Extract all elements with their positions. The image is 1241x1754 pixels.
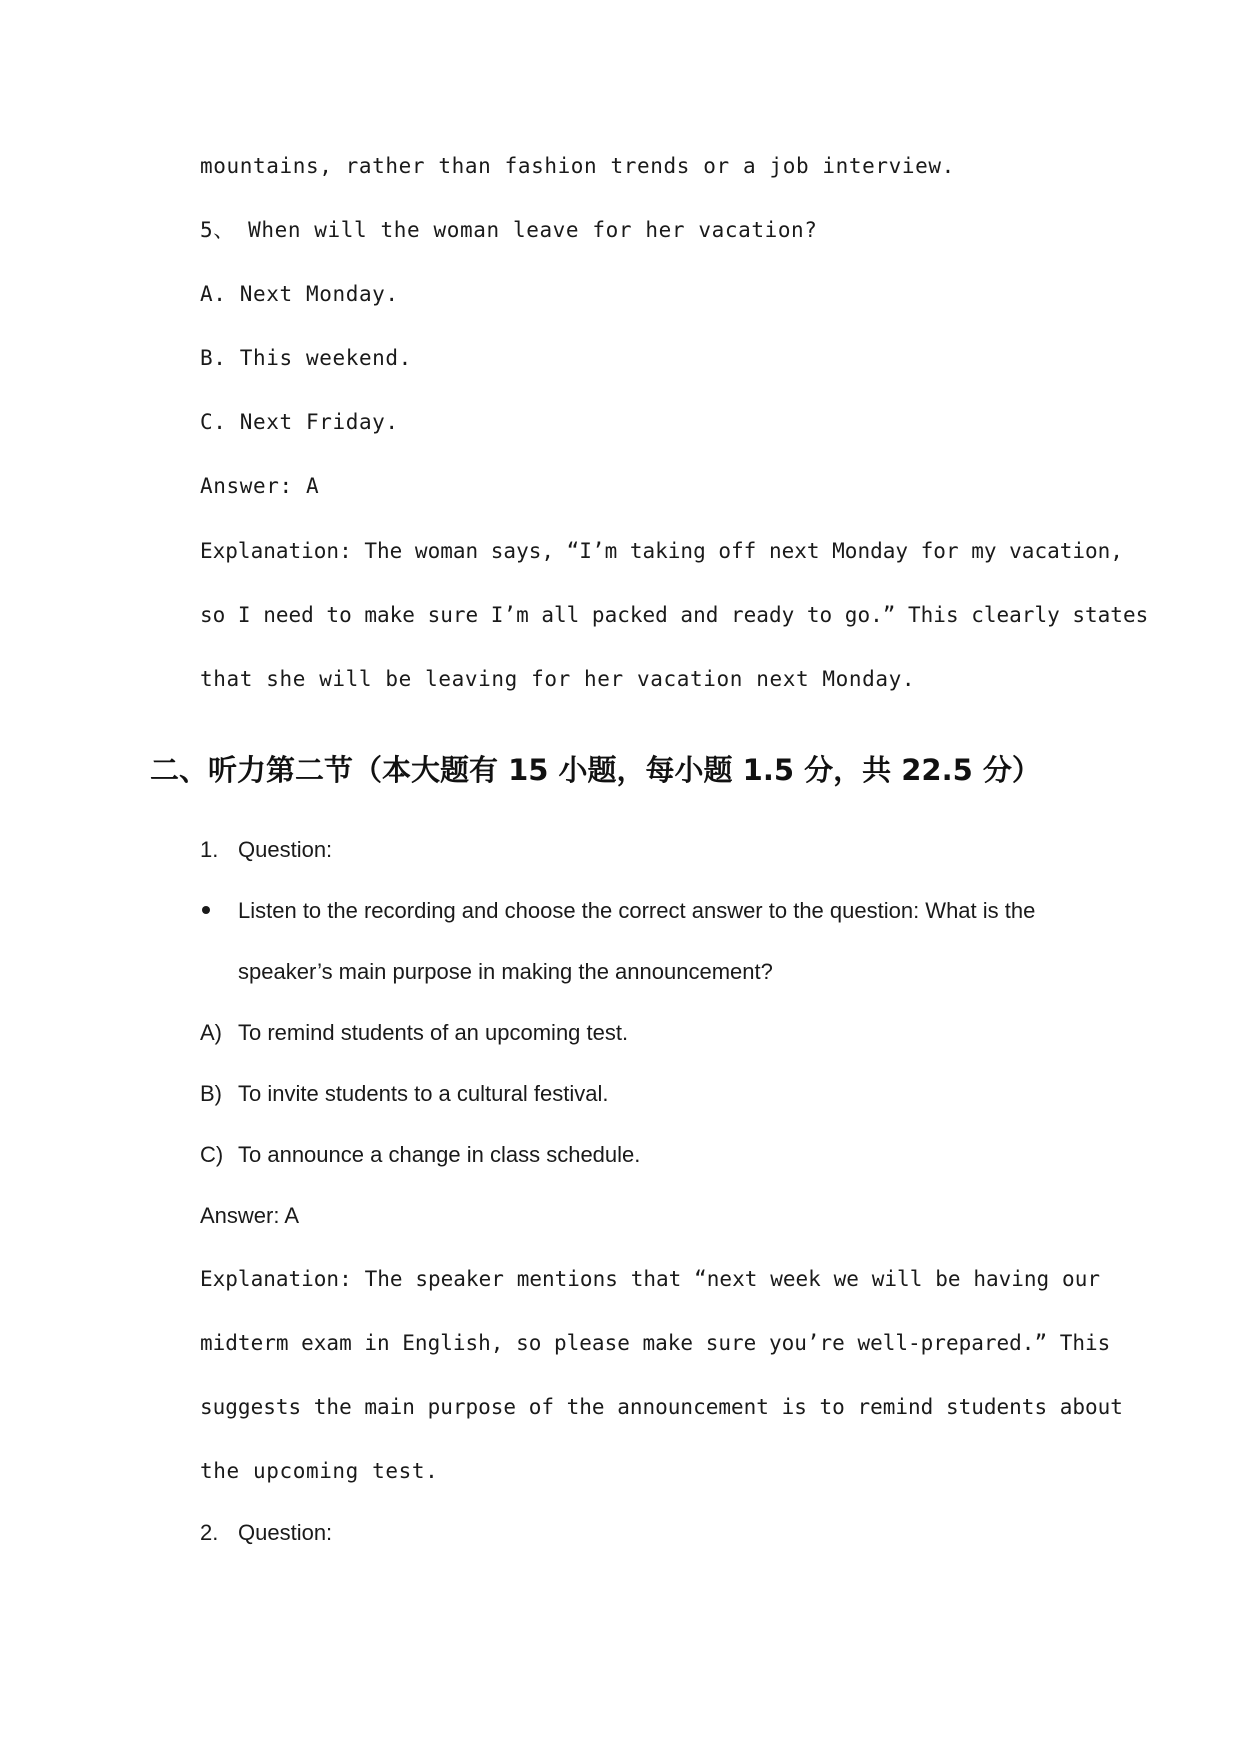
- explanation-line: that she will be leaving for her vacation next Monday.: [200, 667, 916, 691]
- question-5: [200, 216, 1100, 244]
- option-c: [200, 408, 1100, 436]
- question-text: When will the woman leave for her vacation?: [248, 218, 818, 242]
- option-label: A): [200, 1020, 222, 1045]
- option-text: To remind students of an upcoming test.: [238, 1020, 629, 1045]
- option-text: This weekend.: [239, 346, 412, 370]
- option-text: Next Friday.: [239, 410, 399, 434]
- prev-explanation-end: mountains, rather than fashion trends or a job interview.: [200, 154, 955, 178]
- explanation-line: Explanation: The speaker mentions that “next week we will be having our: [200, 1267, 1100, 1291]
- question-number: 1.: [200, 837, 219, 862]
- section-heading: 二、听力第二节（本大题有 15 小题，每小题 1.5 分，共 22.5 分）: [150, 753, 1041, 787]
- explanation-line: Explanation: The woman says, “I’m taking off next Monday for my vacation,: [200, 539, 1123, 563]
- question-label: Question:: [238, 1520, 333, 1545]
- question-number: 2.: [200, 1520, 219, 1545]
- prompt-line: Listen to the recording and choose the correct answer to the question: What is the: [238, 898, 1036, 923]
- option-b: [200, 344, 1100, 372]
- option-a: [200, 1019, 1100, 1047]
- question-number: 5、: [200, 218, 235, 242]
- question-2: [200, 1519, 1100, 1547]
- option-b: [200, 1080, 1100, 1108]
- option-label: B): [200, 1081, 222, 1106]
- answer: Answer: A: [200, 1203, 300, 1228]
- option-label: B.: [200, 346, 227, 370]
- question-label: Question:: [238, 837, 333, 862]
- option-label: C): [200, 1142, 224, 1167]
- option-label: A.: [200, 282, 227, 306]
- question-1: [200, 836, 1100, 864]
- option-c: [200, 1141, 1100, 1169]
- explanation-line: so I need to make sure I’m all packed and ready to go.” This clearly states: [200, 603, 1149, 627]
- option-label: C.: [200, 410, 227, 434]
- option-text: To announce a change in class schedule.: [238, 1142, 641, 1167]
- option-text: Next Monday.: [239, 282, 399, 306]
- answer: Answer: A: [200, 474, 320, 498]
- bullet-icon: [202, 906, 210, 914]
- prompt-bullet-item: [200, 897, 1100, 925]
- option-a: [200, 280, 1100, 308]
- explanation-line: midterm exam in English, so please make sure you’re well-prepared.” This: [200, 1331, 1111, 1355]
- explanation-line: the upcoming test.: [200, 1459, 439, 1483]
- option-text: To invite students to a cultural festival.: [238, 1081, 609, 1106]
- explanation-line: suggests the main purpose of the announcement is to remind students about: [200, 1395, 1123, 1419]
- prompt-line: speaker’s main purpose in making the announcement?: [238, 959, 773, 984]
